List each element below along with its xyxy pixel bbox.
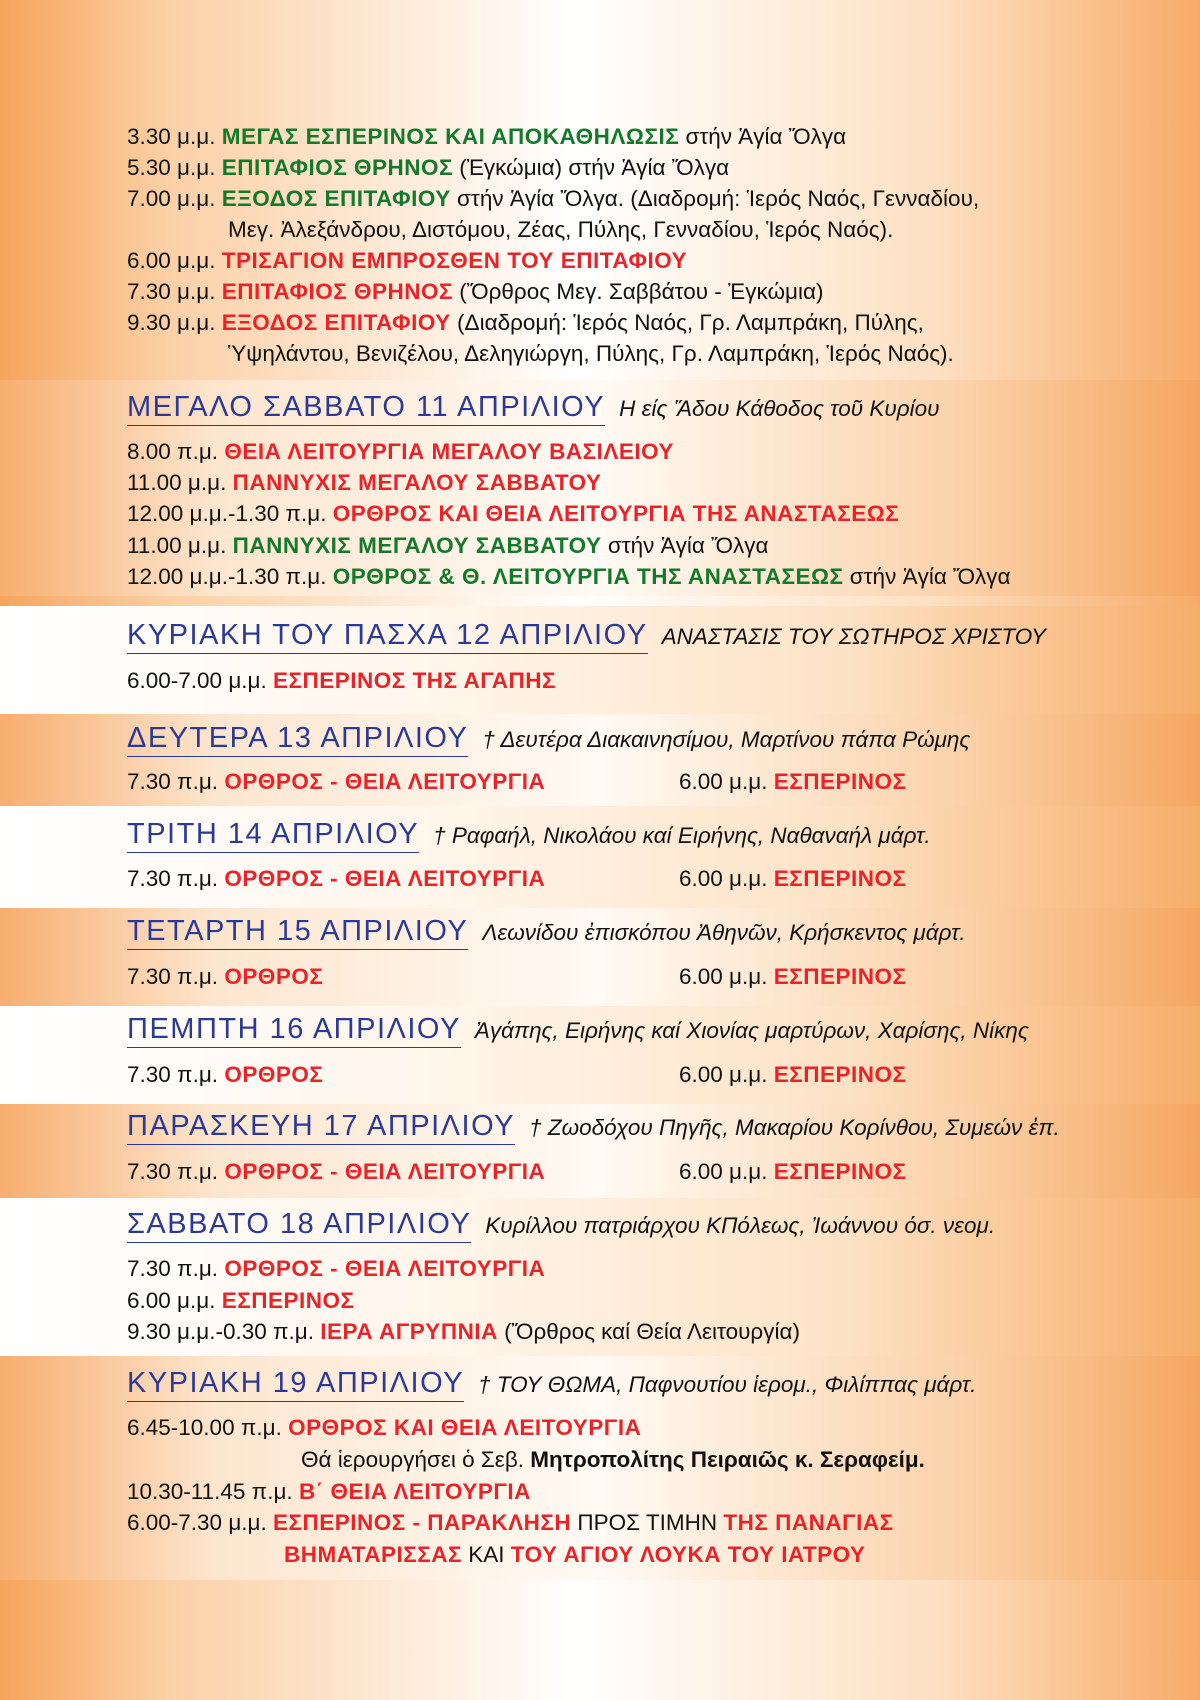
day-name: ΠΑΡΑΣΚΕΥΗ 17 ΑΠΡΙΛΙΟΥ [127, 1110, 515, 1145]
day-heading [127, 1013, 1029, 1046]
day-name: ΣΑΒΒΑΤΟ 18 ΑΠΡΙΛΙΟΥ [127, 1208, 471, 1243]
day-heading [127, 1367, 976, 1400]
schedule-line: 7.30 μ.μ. ΕΠΙΤΑΦΙΟΣ ΘΡΗΝΟΣ (Ὄρθρος Μεγ. Σαββάτου - Ἐγκώμια) [127, 279, 824, 304]
schedule-line: 8.00 π.μ. ΘΕΙΑ ΛΕΙΤΟΥΡΓΙΑ ΜΕΓΑΛΟΥ ΒΑΣΙΛΕΙΟΥ [127, 439, 675, 464]
schedule-line: 9.30 μ.μ. ΕΞΟΔΟΣ ΕΠΙΤΑΦΙΟΥ (Διαδρομή: Ἱερός Ναός, Γρ. Λαμπράκη, Πύλης, [127, 310, 924, 335]
day-feast: Λεωνίδου ἐπισκόπου Ἀθηνῶν, Κρήσκεντος μάρτ. [482, 920, 966, 945]
schedule-line-continuation: ΒΗΜΑΤΑΡΙΣΣΑΣ ΚΑΙ ΤΟΥ ΑΓΙΟΥ ΛΟΥΚΑ ΤΟΥ ΙΑΤΡΟΥ [284, 1542, 866, 1567]
schedule-line-evening: 6.00 μ.μ. ΕΣΠΕΡΙΝΟΣ [679, 1062, 907, 1087]
day-feast: † Ζωοδόχου Πηγῆς, Μακαρίου Κορίνθου, Συμεών ἐπ. [529, 1115, 1060, 1140]
schedule-line: 11.00 μ.μ. ΠΑΝΝΥΧΙΣ ΜΕΓΑΛΟΥ ΣΑΒΒΑΤΟΥ στήν Ἁγία Ὄλγα [127, 533, 769, 558]
day-heading [127, 915, 966, 948]
schedule-line-morning: 7.30 π.μ. ΟΡΘΡΟΣ [127, 1062, 324, 1087]
schedule-line: 9.30 μ.μ.-0.30 π.μ. ΙΕΡΑ ΑΓΡΥΠΝΙΑ (Ὄρθρος καί Θεία Λειτουργία) [127, 1319, 800, 1344]
day-heading [127, 722, 970, 755]
schedule-line-morning: 7.30 π.μ. ΟΡΘΡΟΣ [127, 964, 324, 989]
schedule-line-morning: 7.30 π.μ. ΟΡΘΡΟΣ - ΘΕΙΑ ΛΕΙΤΟΥΡΓΙΑ [127, 866, 546, 891]
schedule-line: 5.30 μ.μ. ΕΠΙΤΑΦΙΟΣ ΘΡΗΝΟΣ (Ἐγκώμια) στήν Ἁγία Ὄλγα [127, 155, 730, 180]
day-feast: † ΤΟΥ ΘΩΜΑ, Παφνουτίου ἱερομ., Φιλίππας μάρτ. [478, 1372, 977, 1397]
schedule-line-continuation: Ὑψηλάντου, Βενιζέλου, Δεληγιώργη, Πύλης, Γρ. Λαμπράκη, Ἱερός Ναός). [228, 341, 954, 366]
day-name: ΤΕΤΑΡΤΗ 15 ΑΠΡΙΛΙΟΥ [127, 915, 468, 950]
schedule-line: 12.00 μ.μ.-1.30 π.μ. ΟΡΘΡΟΣ ΚΑΙ ΘΕΙΑ ΛΕΙΤΟΥΡΓΙΑ ΤΗΣ ΑΝΑΣΤΑΣΕΩΣ [127, 501, 900, 526]
schedule-line-continuation: Μεγ. Ἀλεξάνδρου, Διστόμου, Ζέας, Πύλης, Γενναδίου, Ἱερός Ναός). [228, 217, 894, 242]
day-name: ΠΕΜΠΤΗ 16 ΑΠΡΙΛΙΟΥ [127, 1013, 461, 1048]
day-heading [127, 818, 931, 851]
day-name: ΜΕΓΑΛΟ ΣΑΒΒΑΤΟ 11 ΑΠΡΙΛΙΟΥ [127, 391, 605, 426]
day-name: ΚΥΡΙΑΚΗ 19 ΑΠΡΙΛΙΟΥ [127, 1367, 464, 1402]
day-name: ΤΡΙΤΗ 14 ΑΠΡΙΛΙΟΥ [127, 818, 419, 853]
day-feast: Η είς Ἅδου Κάθοδος τοῦ Κυρίου [619, 396, 940, 421]
schedule-line: 6.00 μ.μ. ΕΣΠΕΡΙΝΟΣ [127, 1288, 355, 1313]
schedule-line-morning: 7.30 π.μ. ΟΡΘΡΟΣ - ΘΕΙΑ ΛΕΙΤΟΥΡΓΙΑ [127, 1159, 546, 1184]
day-heading [127, 391, 940, 424]
day-heading [127, 1110, 1060, 1143]
day-name: ΚΥΡΙΑΚΗ ΤΟΥ ΠΑΣΧΑ 12 ΑΠΡΙΛΙΟΥ [127, 619, 648, 654]
schedule-line: 6.45-10.00 π.μ. ΟΡΘΡΟΣ ΚΑΙ ΘΕΙΑ ΛΕΙΤΟΥΡΓΙΑ [127, 1415, 642, 1440]
day-feast: † Δευτέρα Διακαινησίμου, Μαρτίνου πάπα Ρώμης [482, 727, 971, 752]
day-heading [127, 619, 1046, 652]
schedule-line: 7.00 μ.μ. ΕΞΟΔΟΣ ΕΠΙΤΑΦΙΟΥ στήν Ἁγία Ὄλγα. (Διαδρομή: Ἱερός Ναός, Γενναδίου, [127, 186, 980, 211]
day-name: ΔΕΥΤΕΡΑ 13 ΑΠΡΙΛΙΟΥ [127, 722, 468, 757]
schedule-line: 10.30-11.45 π.μ. Β΄ ΘΕΙΑ ΛΕΙΤΟΥΡΓΙΑ [127, 1479, 531, 1504]
schedule-line: 6.00 μ.μ. ΤΡΙΣΑΓΙΟΝ ΕΜΠΡΟΣΘΕΝ ΤΟΥ ΕΠΙΤΑΦΙΟΥ [127, 248, 688, 273]
schedule-line-morning: 7.30 π.μ. ΟΡΘΡΟΣ - ΘΕΙΑ ΛΕΙΤΟΥΡΓΙΑ [127, 769, 546, 794]
schedule-line-evening: 6.00 μ.μ. ΕΣΠΕΡΙΝΟΣ [679, 964, 907, 989]
schedule-line: 6.00-7.30 μ.μ. ΕΣΠΕΡΙΝΟΣ - ΠΑΡΑΚΛΗΣΗ ΠΡΟΣ ΤΙΜΗΝ ΤΗΣ ΠΑΝΑΓΙΑΣ [127, 1510, 894, 1535]
day-feast: ΑΝΑΣΤΑΣΙΣ ΤΟΥ ΣΩΤΗΡΟΣ ΧΡΙΣΤΟΥ [661, 624, 1047, 649]
schedule-line: 12.00 μ.μ.-1.30 π.μ. ΟΡΘΡΟΣ & Θ. ΛΕΙΤΟΥΡΓΙΑ ΤΗΣ ΑΝΑΣΤΑΣΕΩΣ στήν Ἁγία Ὄλγα [127, 564, 1011, 589]
schedule-line: 11.00 μ.μ. ΠΑΝΝΥΧΙΣ ΜΕΓΑΛΟΥ ΣΑΒΒΑΤΟΥ [127, 470, 602, 495]
day-heading [127, 1208, 995, 1241]
schedule-line-evening: 6.00 μ.μ. ΕΣΠΕΡΙΝΟΣ [679, 769, 907, 794]
celebrant-line: Θά ἱερουργήσει ὁ Σεβ. Μητροπολίτης Πειραιῶς κ. Σεραφείμ. [301, 1447, 925, 1472]
schedule-line-evening: 6.00 μ.μ. ΕΣΠΕΡΙΝΟΣ [679, 1159, 907, 1184]
schedule-line-evening: 6.00 μ.μ. ΕΣΠΕΡΙΝΟΣ [679, 866, 907, 891]
schedule-line: 3.30 μ.μ. ΜΕΓΑΣ ΕΣΠΕΡΙΝΟΣ ΚΑΙ ΑΠΟΚΑΘΗΛΩΣΙΣ στήν Ἁγία Ὄλγα [127, 124, 847, 149]
schedule-line: 6.00-7.00 μ.μ. ΕΣΠΕΡΙΝΟΣ ΤΗΣ ΑΓΑΠΗΣ [127, 668, 557, 693]
day-feast: Ἀγάπης, Ειρήνης καί Χιονίας μαρτύρων, Χαρίσης, Νίκης [474, 1018, 1029, 1043]
schedule-line: 7.30 π.μ. ΟΡΘΡΟΣ - ΘΕΙΑ ΛΕΙΤΟΥΡΓΙΑ [127, 1256, 546, 1281]
day-feast: Κυρίλλου πατριάρχου ΚΠόλεως, Ἰωάννου όσ. νεομ. [485, 1213, 996, 1238]
day-feast: † Ραφαήλ, Νικολάου καί Ειρήνης, Ναθαναήλ μάρτ. [433, 823, 931, 848]
